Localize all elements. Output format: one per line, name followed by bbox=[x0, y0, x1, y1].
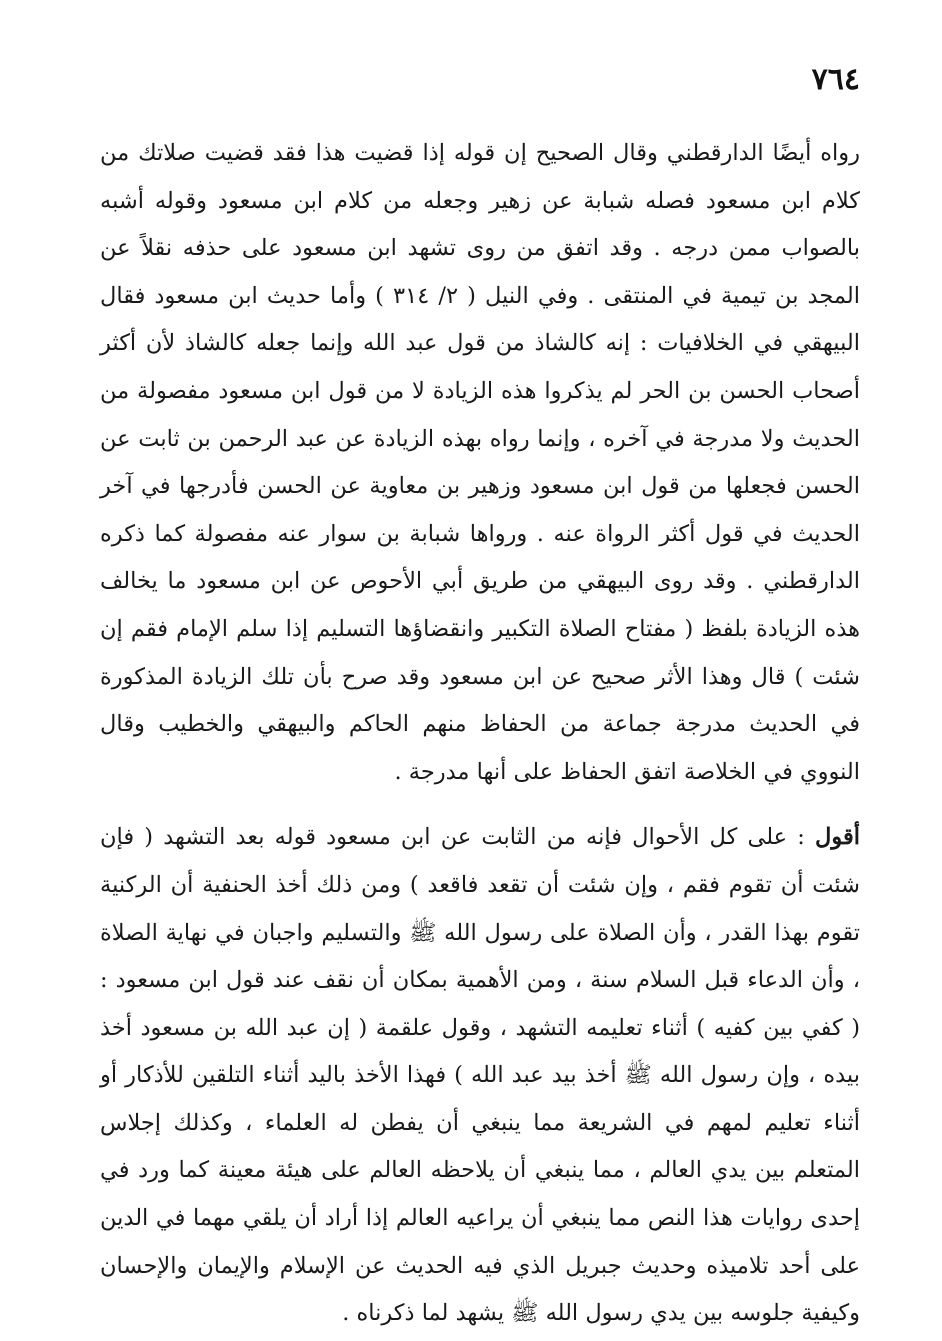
paragraph-author-opinion-text: : على كل الأحوال فإنه من الثابت عن ابن مسعود قوله بعد التشهد ( فإن شئت أن تقوم فقم ، وإن شئت أن تقعد فاقعد ) ومن ذلك أخذ الحنفية أن الركنية تقوم بهذا القدر ، وأن الصلاة على رسول الله ﷺ والتسليم واجبان في نهاية الصلاة ، وأن الدعاء قبل السلام سنة ، ومن الأهمية بمكان أن نقف عند قول ابن مسعود : ( كفي بين كفيه ) أثناء تعليمه التشهد ، وقول علقمة ( إن عبد الله بن مسعود أخذ بيده ، وإن رسول الله ﷺ أخذ بيد عبد الله ) فهذا الأخذ باليد أثناء التلقين للأذكار أو أثناء تعليم لمهم في الشريعة مما ينبغي أن يفطن له العلماء ، وكذلك إجلاس المتعلم بين يدي العالم ، مما ينبغي أن يلاحظه العالم على هيئة معينة كما ورد في إحدى روايات هذا النص مما ينبغي أن يراعيه العالم إذا أراد أن يلقي مهما في الدين على أحد تلاميذه وحديث جبريل الذي فيه الحديث عن الإسلام والإيمان والإحسان وكيفية جلوسه بين يدي رسول الله ﷺ يشهد لما ذكرناه . bbox=[100, 824, 860, 1327]
lead-word: أقول bbox=[815, 824, 860, 851]
page-number: ٧٦٤ bbox=[811, 62, 860, 97]
paragraph-author-opinion bbox=[100, 814, 860, 1338]
paragraph-hadith-commentary: رواه أيضًا الدارقطني وقال الصحيح إن قوله إذا قضيت هذا فقد قضيت صلاتك من كلام ابن مسعود فصله شبابة عن زهير وجعله من كلام ابن مسعود وقوله أشبه بالصواب ممن درجه . وقد اتفق من روى تشهد ابن مسعود على حذفه نقلاً عن المجد بن تيمية في المنتقى . وفي النيل ( ٢/ ٣١٤ ) وأما حديث ابن مسعود فقال البيهقي في الخلافيات : إنه كالشاذ من قول عبد الله وإنما جعله كالشاذ لأن أكثر أصحاب الحسن بن الحر لم يذكروا هذه الزيادة لا من قول ابن مسعود مفصولة من الحديث ولا مدرجة في آخره ، وإنما رواه بهذه الزيادة عن عبد الرحمن بن ثابت عن الحسن فجعلها من قول ابن مسعود وزهير بن معاوية عن الحسن فأدرجها في آخر الحديث في قول أكثر الرواة عنه . ورواها شبابة بن سوار عنه مفصولة كما ذكره الدارقطني . وقد روى البيهقي من طريق أبي الأحوص عن ابن مسعود ما يخالف هذه الزيادة بلفظ ( مفتاح الصلاة التكبير وانقضاؤها التسليم إذا سلم الإمام فقم إن شئت ) قال وهذا الأثر صحيح عن ابن مسعود وقد صرح بأن تلك الزيادة المذكورة في الحديث مدرجة جماعة من الحفاظ منهم الحاكم والبيهقي والخطيب وقال النووي في الخلاصة اتفق الحفاظ على أنها مدرجة . bbox=[100, 140, 860, 785]
body-text bbox=[100, 130, 860, 1338]
